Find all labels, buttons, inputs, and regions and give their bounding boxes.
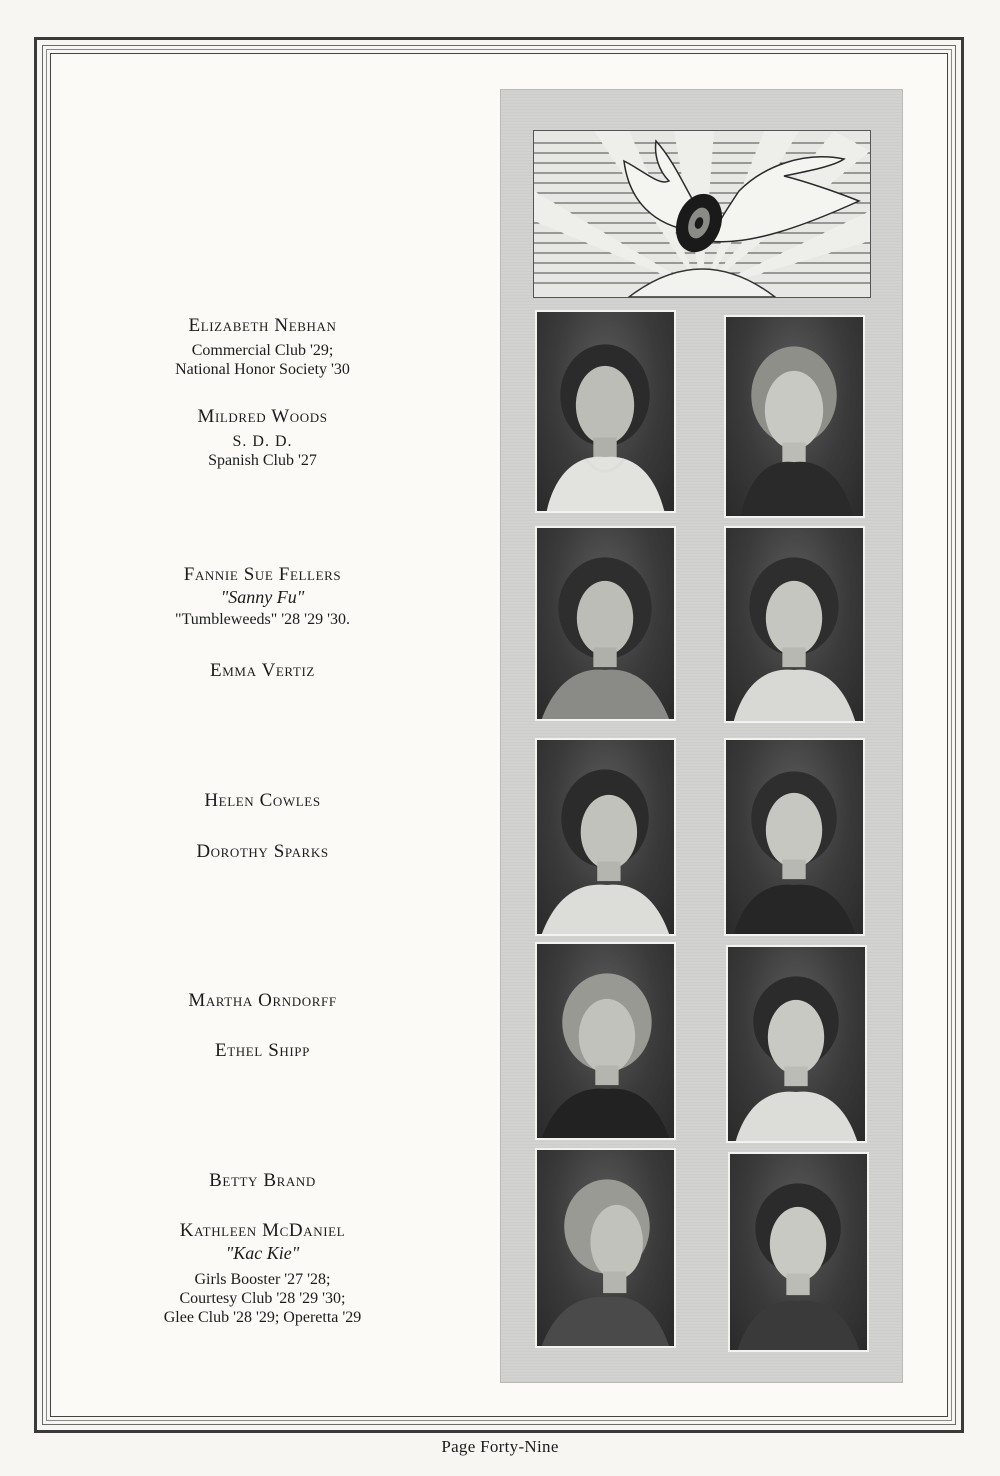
student-activity: Spanish Club '27 — [208, 452, 317, 469]
student-activity: Girls Booster '27 '28; — [194, 1271, 331, 1288]
entry-fannie-sue-fellers — [120, 564, 405, 629]
student-name: Elizabeth Nebhan — [188, 315, 337, 336]
portrait-photo-icon — [724, 315, 865, 518]
portrait-photo-icon — [535, 738, 676, 936]
entry-elizabeth-nebhan — [120, 315, 405, 379]
entry-helen-cowles — [120, 790, 405, 812]
student-nickname: "Kac Kie" — [225, 1243, 300, 1263]
student-name: Fannie Sue Fellers — [183, 564, 342, 585]
student-name: Dorothy Sparks — [196, 841, 329, 862]
student-name: Emma Vertiz — [210, 660, 315, 681]
portrait-photo-icon — [535, 526, 676, 721]
student-name: Kathleen McDaniel — [179, 1220, 346, 1241]
student-nickname: "Sanny Fu" — [220, 587, 305, 607]
student-name: Ethel Shipp — [215, 1040, 310, 1061]
student-activity: Courtesy Club '28 '29 '30; — [179, 1290, 346, 1307]
portrait-photo-icon — [724, 526, 865, 723]
entry-emma-vertiz — [120, 660, 405, 682]
entry-dorothy-sparks — [120, 841, 405, 863]
student-activity: National Honor Society '30 — [175, 361, 350, 378]
portrait-photo-icon — [535, 1148, 676, 1348]
portrait-photo-icon — [535, 942, 676, 1140]
page-number: Page Forty-Nine — [441, 1437, 559, 1456]
student-name: Betty Brand — [209, 1170, 316, 1191]
student-activity: Commercial Club '29; — [191, 342, 334, 359]
portrait-photo-icon — [728, 1152, 869, 1352]
student-activity: Glee Club '28 '29; Operetta '29 — [163, 1309, 362, 1326]
entry-martha-orndorff — [120, 990, 405, 1012]
student-activity: "Tumbleweeds" '28 '29 '30. — [175, 611, 350, 628]
portrait-photo-icon — [726, 945, 867, 1143]
winged-wheel-emblem-icon — [533, 130, 871, 298]
entry-betty-brand — [120, 1170, 405, 1192]
student-activity: S. D. D. — [232, 433, 293, 450]
entry-kathleen-mcdaniel — [120, 1220, 405, 1327]
photo-strip — [500, 89, 903, 1383]
student-name: Helen Cowles — [204, 790, 321, 811]
entry-mildred-woods — [120, 406, 405, 470]
portrait-photo-icon — [535, 310, 676, 513]
student-name: Mildred Woods — [197, 406, 328, 427]
portrait-photo-icon — [724, 738, 865, 936]
entry-ethel-shipp — [120, 1040, 405, 1062]
student-name: Martha Orndorff — [188, 990, 337, 1011]
